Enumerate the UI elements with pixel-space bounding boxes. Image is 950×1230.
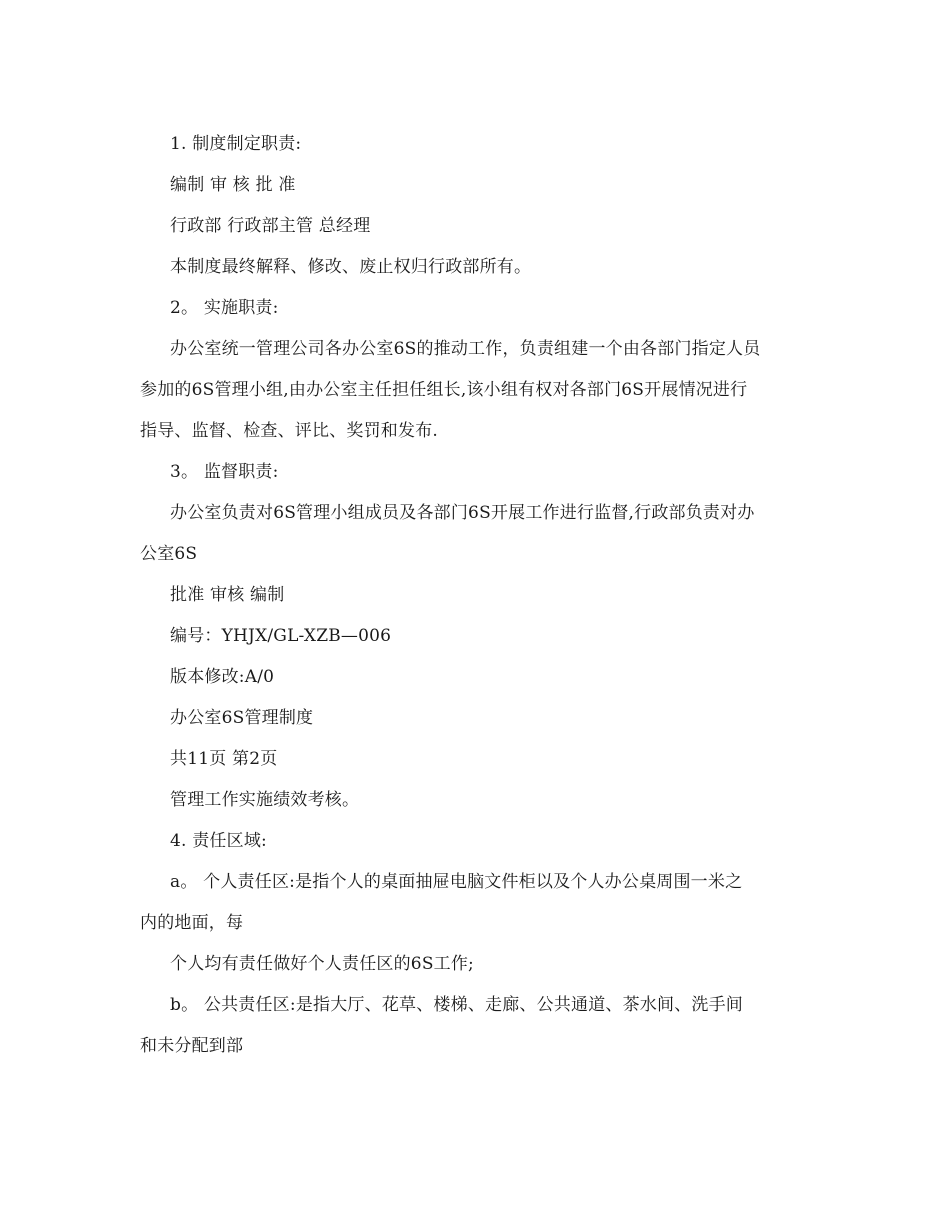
approval-row-labels: 编制 审 核 批 准 <box>170 175 296 195</box>
section-4-heading: 4. 责任区域: <box>170 831 267 851</box>
section-1-heading: 1. 制度制定职责: <box>170 134 302 154</box>
interpretation-statement: 本制度最终解释、修改、废止权归行政部所有。 <box>170 257 532 277</box>
document-title: 办公室6S管理制度 <box>170 708 314 728</box>
section-2-heading: 2。 实施职责: <box>170 298 279 318</box>
approval-row-roles: 行政部 行政部主管 总经理 <box>170 216 371 236</box>
paragraph-line: 办公室负责对6S管理小组成员及各部门6S开展工作进行监督,行政部负责对办 <box>170 503 755 523</box>
paragraph-line: 个人均有责任做好个人责任区的6S工作; <box>170 954 474 974</box>
version-info: 版本修改:A/0 <box>170 667 275 687</box>
section-3-heading: 3。 监督职责: <box>170 462 279 482</box>
paragraph-line: 管理工作实施绩效考核。 <box>170 790 360 810</box>
document-number: 编号：YHJX/GL-XZB—006 <box>170 626 392 646</box>
page-counter: 共11页 第2页 <box>170 749 278 769</box>
paragraph-line: 和未分配到部 <box>140 1036 244 1056</box>
list-item-b: b。 公共责任区:是指大厅、花草、楼梯、走廊、公共通道、茶水间、洗手间 <box>170 995 744 1015</box>
approval-row-labels-2: 批准 审核 编制 <box>170 585 285 605</box>
list-item-a: a。 个人责任区:是指个人的桌面抽屉电脑文件柜以及个人办公桌周围一米之 <box>170 872 743 892</box>
paragraph-line: 公室6S <box>140 544 198 564</box>
paragraph-line: 内的地面，每 <box>140 913 244 933</box>
paragraph-line: 参加的6S管理小组,由办公室主任担任组长,该小组有权对各部门6S开展情况进行 <box>140 380 748 400</box>
paragraph-line: 指导、监督、检查、评比、奖罚和发布. <box>140 421 439 441</box>
paragraph-line: 办公室统一管理公司各办公室6S的推动工作，负责组建一个由各部门指定人员 <box>170 339 761 359</box>
